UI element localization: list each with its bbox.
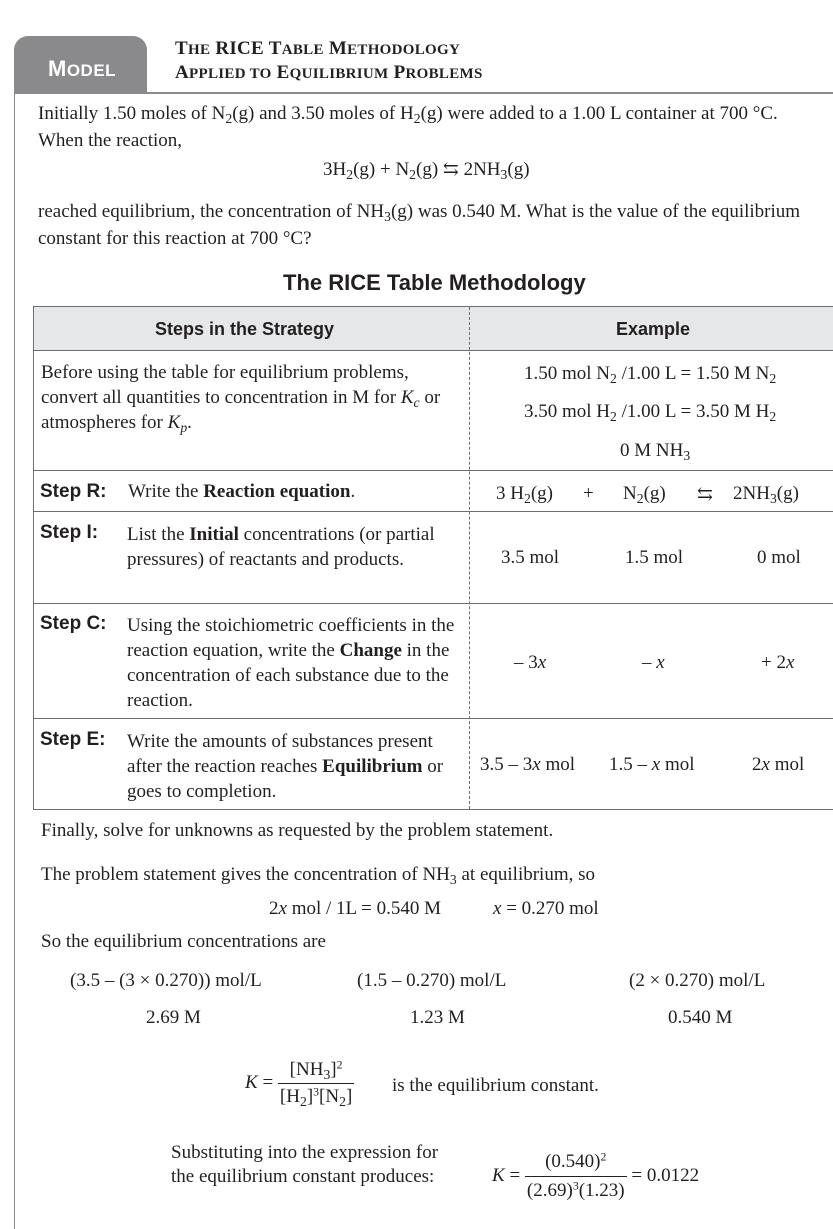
row-divider [33, 511, 833, 512]
intro-text: Before using the table for equilibrium problems, convert all quantities to concentration in M for $K_c$ or atmospheres for $K_p$. [41, 362, 441, 435]
step-r-plus: + [583, 483, 594, 504]
reaction-equation: $3H_2(g) + N_2(g)$ ⇆ $2NH_3(g)$ [323, 159, 530, 182]
substitute-line-1: Substituting into the expression for [171, 1142, 439, 1163]
conc-expr-h2: (3.5 – (3 × 0.270)) mol/L [70, 970, 262, 991]
col-header-example: Example [616, 319, 691, 339]
step-r-arrow: ⇆ [697, 484, 713, 505]
intro-example-2: 3.50 mol $H_2$ /1.00 L = 3.50 M $H_2$ [524, 401, 777, 424]
table-divider [469, 307, 470, 809]
conc-val-h2: 2.69 M [146, 1007, 201, 1028]
conc-val-nh3: 0.540 M [668, 1007, 733, 1028]
equation-1: 2x mol / 1L = 0.540 M [269, 898, 442, 919]
step-r-h2: 3 $H_2(g)$ [496, 483, 553, 506]
step-c-h2: – 3x [514, 652, 547, 673]
col-header-steps: Steps in the Strategy [155, 319, 335, 339]
step-e-h2: 3.5 – 3x mol [480, 754, 575, 775]
step-r-label: Step R: [40, 481, 107, 502]
problem-line-3: reached equilibrium, the concentration of $NH_3(g)$ was 0.540 M. What is the value of the equilibrium [38, 201, 801, 224]
step-c-label: Step C: [40, 613, 107, 634]
page-title-line-1: THE RICE TABLE METHODOLOGY [175, 38, 461, 59]
k-expression: K = $\frac{[NH_3]^2}{[H_2]^3[N_2]}$ [245, 1058, 353, 1109]
substitute-line-2: the equilibrium constant produces: [171, 1166, 435, 1187]
step-i-nh3: 0 mol [757, 547, 801, 568]
equation-2: x = 0.270 mol [493, 898, 599, 919]
conc-expr-n2: (1.5 – 0.270) mol/L [357, 970, 507, 991]
step-c-n2: – x [642, 652, 665, 673]
k-result: = 0.0122 [631, 1164, 700, 1186]
k-substituted-fraction: $\frac{(0.540)^2}{(2.69)^3(1.23)}$ [525, 1148, 627, 1205]
k-fraction: $\frac{[NH_3]^2}{[H_2]^3[N_2]}$ [279, 1058, 353, 1109]
step-i-label: Step I: [40, 522, 99, 543]
given-text: The problem statement gives the concentration of $NH_3$ at equilibrium, so [41, 864, 596, 887]
step-r-text: Write the Reaction equation. [128, 481, 356, 502]
step-r-nh3: $2NH_3(g)$ [733, 483, 799, 506]
step-c-nh3: + 2x [761, 652, 795, 673]
problem-line-2: When the reaction, [38, 130, 183, 151]
page-title-line-2: APPLIED TO EQUILIBRIUM PROBLEMS [175, 62, 483, 83]
row-divider [33, 718, 833, 719]
step-i-h2: 3.5 mol [501, 547, 560, 568]
so-text: So the equilibrium concentrations are [41, 931, 326, 952]
step-e-nh3: 2x mol [752, 754, 805, 775]
step-r-n2: $N_2(g)$ [623, 483, 666, 506]
step-e-text: Write the amounts of substances present after the reaction reaches Equilibrium or goes to completion. [127, 731, 444, 802]
intro-example-3: 0 M $NH_3$ [620, 440, 691, 463]
k-label: is the equilibrium constant. [392, 1075, 599, 1096]
row-divider [33, 470, 833, 471]
row-divider [33, 603, 833, 604]
conc-val-n2: 1.23 M [410, 1007, 465, 1028]
model-label: MODEL [48, 56, 117, 81]
step-c-text: Using the stoichiometric coefficients in the reaction equation, write the Change in the concentration of each substance due to the reaction. [127, 615, 455, 711]
table-title: The RICE Table Methodology [283, 270, 586, 295]
conc-expr-nh3: (2 × 0.270) mol/L [629, 970, 766, 991]
step-i-n2: 1.5 mol [625, 547, 684, 568]
header-rule [14, 92, 833, 94]
finally-text: Finally, solve for unknowns as requested by the problem statement. [41, 820, 554, 841]
step-i-text: List the Initial concentrations (or partial pressures) of reactants and products. [127, 524, 435, 570]
problem-line-1: Initially 1.50 moles of $N_2(g)$ and 3.50 moles of $H_2(g)$ were added to a 1.00 L container at 700 °C. [38, 103, 778, 126]
step-e-n2: 1.5 – x mol [609, 754, 695, 775]
left-border [14, 92, 15, 1229]
problem-line-4: constant for this reaction at 700 °C? [38, 228, 312, 249]
k-substituted: K = $\frac{(0.540)^2}{(2.69)^3(1.23)}$ = 0.0122 [492, 1148, 699, 1205]
step-e-label: Step E: [40, 729, 106, 750]
intro-example-1: 1.50 mol $N_2$ /1.00 L = 1.50 M $N_2$ [524, 363, 777, 386]
